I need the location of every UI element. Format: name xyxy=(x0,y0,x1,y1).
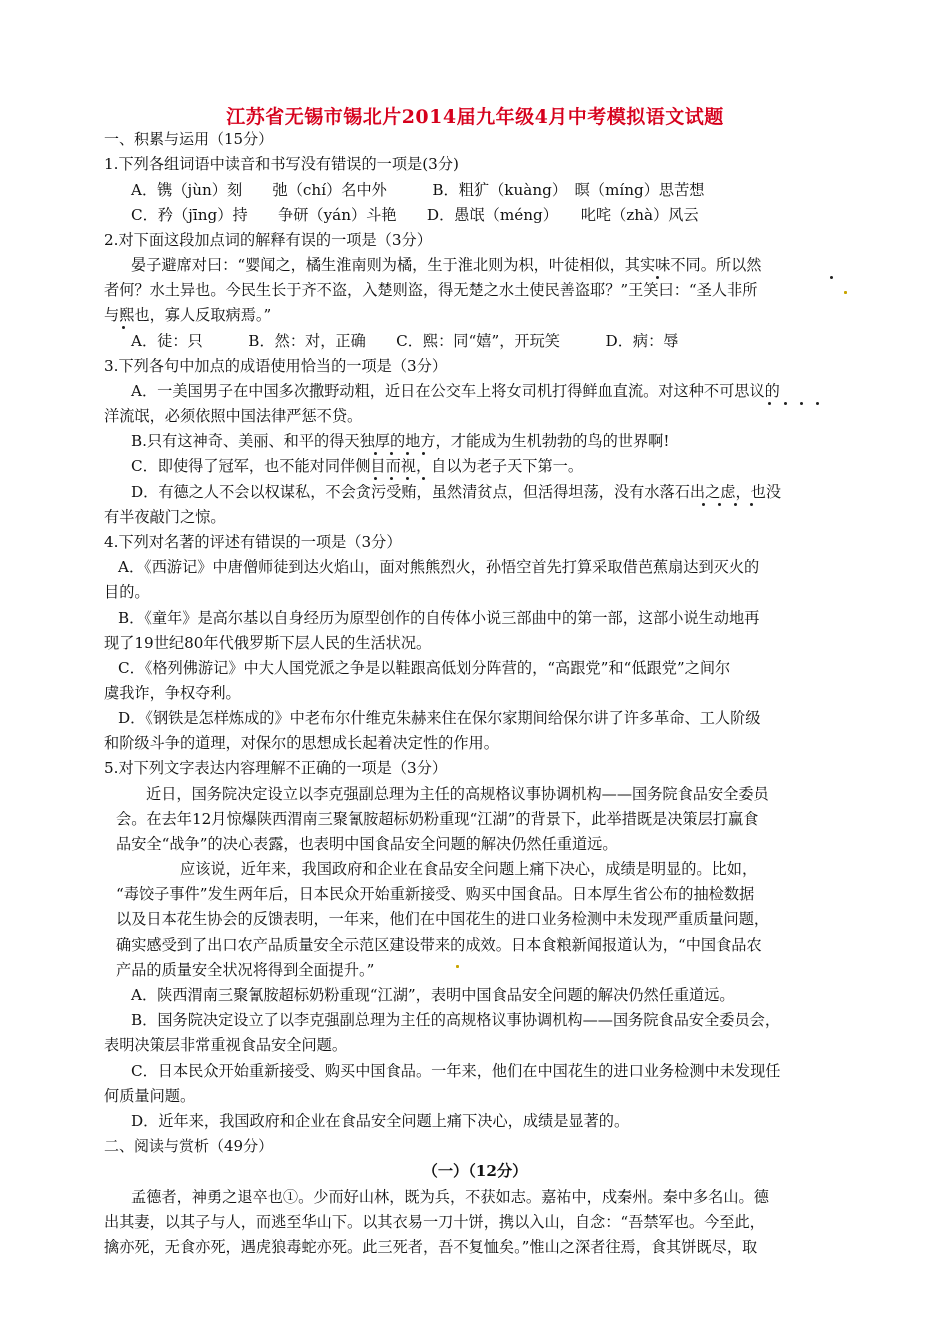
q1-stem: 1.下列各组词语中读音和书写没有错误的一项是(3分) xyxy=(104,155,459,173)
reading-passage-line1: 孟德者，神勇之退卒也①。少而好山林，既为兵，不获如志。嘉祐中，戍秦州。秦中多名山。德 xyxy=(131,1188,769,1206)
q3-option-d-line1: D．有德之人不会以权谋私，不会贪污受贿，虽然清贫点，但活得坦荡，没有水落石出之虑，也没 xyxy=(131,483,782,501)
q4-stem: 4.下列对名著的评述有错误的一项是（3分） xyxy=(104,533,402,551)
q3-option-a-line1: A．一美国男子在中国多次撒野动粗，近日在公交车上将女司机打得鲜血直流。对这种不可思议的 xyxy=(131,382,780,400)
q5-passage-line1: 近日，国务院决定设立以李克强副总理为主任的高规格议事协调机构——国务院食品安全委员 xyxy=(146,785,769,803)
section-heading-1: 一、积累与运用（15分） xyxy=(104,130,274,148)
q5-passage-line4: 应该说，近年来，我国政府和企业在食品安全问题上痛下决心，成绩是明显的。比如， xyxy=(180,860,758,878)
q5-passage-line6: 以及日本花生协会的反馈表明，一年来，他们在中国花生的进口业务检测中未发现严重质量问题， xyxy=(116,910,770,928)
reading-passage-line3: 擒亦死，无食亦死，遇虎狼毒蛇亦死。此三死者，吾不复恤矣。”惟山之深者往焉，食其饼既尽，取 xyxy=(104,1238,758,1256)
exam-title: 江苏省无锡市锡北片2014届九年级4月中考模拟语文试题 xyxy=(226,106,724,128)
emphasis-dot xyxy=(800,402,803,405)
q5-passage-line7: 确实感受到了出口农产品质量安全示范区建设带来的成效。日本食粮新闻报道认为，“中国食品农 xyxy=(116,936,762,954)
scan-mark xyxy=(456,965,459,968)
emphasis-dot xyxy=(816,402,819,405)
q5-option-c-line2: 何质量问题。 xyxy=(104,1087,196,1105)
q4-option-b-line1: B．《童年》是高尔基以自身经历为原型创作的自传体小说三部曲中的第一部，这部小说生动地再 xyxy=(118,609,760,627)
emphasis-dot xyxy=(768,402,771,405)
q1-options-row1: A．镌（jùn）刻 弛（chí）名中外 B．粗犷（kuàng） 暝（míng）思苦想 xyxy=(131,181,705,199)
emphasis-dot xyxy=(406,477,409,480)
emphasis-dot xyxy=(734,503,737,506)
emphasis-dot xyxy=(390,477,393,480)
emphasis-dot xyxy=(422,452,425,455)
reading-subheading: （一）（12分） xyxy=(422,1162,528,1180)
emphasis-dot xyxy=(422,477,425,480)
emphasis-dot xyxy=(406,452,409,455)
q4-option-c-line1: C．《格列佛游记》中大人国党派之争是以鞋跟高低划分阵营的，“高跟党”和“低跟党”之间尔 xyxy=(118,659,731,677)
q2-passage-line2: 者何？水土异也。今民生长于齐不盗，入楚则盗，得无楚之水土使民善盗耶？”王笑曰：“圣人非所 xyxy=(104,281,758,299)
q2-passage-line3: 与熙也，寡人反取病焉。” xyxy=(104,306,272,324)
q4-option-a-line2: 目的。 xyxy=(104,583,150,601)
q1-options-row2: C．矜（jīng）持 争研（yán）斗艳 D．愚氓（méng） 叱咤（zhà）风云 xyxy=(131,206,699,224)
q5-option-c-line1: C．日本民众开始重新接受、购买中国食品。一年来，他们在中国花生的进口业务检测中未发现任 xyxy=(131,1062,781,1080)
q5-passage-line3: 品安全“战争”的决心表露，也表明中国食品安全问题的解决仍然任重道远。 xyxy=(116,835,618,853)
q3-option-c: C．即使得了冠军，也不能对同伴侧目而视，自以为老子天下第一。 xyxy=(131,457,584,475)
q2-stem-text: 2.对下面这段加点词的解释有误的一项是（3分） xyxy=(104,231,432,249)
q2-passage-line1: 晏子避席对曰：“婴闻之，橘生淮南则为橘，生于淮北则为枳，叶徒相似，其实味不同。所以然 xyxy=(131,256,762,274)
emphasis-dot xyxy=(374,452,377,455)
section-heading-2: 二、阅读与赏析（49分） xyxy=(104,1137,274,1155)
emphasis-dot xyxy=(750,503,753,506)
emphasis-dot xyxy=(374,477,377,480)
q4-option-c-line2: 虞我诈，争权夺利。 xyxy=(104,684,241,702)
emphasis-dot xyxy=(784,402,787,405)
reading-passage-line2: 出其妻，以其子与人，而逃至华山下。以其衣易一刀十饼，携以入山，自念：“吾禁军也。今至此， xyxy=(104,1213,765,1231)
q5-passage-line5: “毒饺子事件”发生两年后，日本民众开始重新接受、购买中国食品。日本厚生省公布的抽检数据 xyxy=(116,885,755,903)
q3-option-a-line2: 洋流氓，必须依照中国法律严惩不贷。 xyxy=(104,407,363,425)
q5-passage-line8: 产品的质量安全状况将得到全面提升。” xyxy=(116,961,375,979)
q5-stem: 5.对下列文字表达内容理解不正确的一项是（3分） xyxy=(104,759,448,777)
emphasis-dot xyxy=(718,503,721,506)
emphasis-dot xyxy=(702,503,705,506)
q5-option-d: D．近年来，我国政府和企业在食品安全问题上痛下决心，成绩是显著的。 xyxy=(131,1112,630,1130)
q5-option-b-line1: B．国务院决定设立了以李克强副总理为主任的高规格议事协调机构——国务院食品安全委员会， xyxy=(131,1011,781,1029)
q5-option-b-line2: 表明决策层非常重视食品安全问题。 xyxy=(104,1036,347,1054)
emphasis-dot xyxy=(390,452,393,455)
q4-option-d-line1: D．《钢铁是怎样炼成的》中老布尔什维克朱赫来住在保尔家期间给保尔讲了许多革命、工人阶级 xyxy=(118,709,761,727)
scan-mark xyxy=(844,291,847,294)
q4-option-a-line1: A．《西游记》中唐僧师徒到达火焰山，面对熊熊烈火，孙悟空首先打算采取借芭蕉扇达到灭火的 xyxy=(118,558,760,576)
q4-option-d-line2: 和阶级斗争的道理，对保尔的思想成长起着决定性的作用。 xyxy=(104,734,499,752)
q5-option-a: A．陕西渭南三聚氰胺超标奶粉重现“江湖”，表明中国食品安全问题的解决仍然任重道远。 xyxy=(131,986,735,1004)
emphasis-dot xyxy=(122,326,125,329)
q3-stem: 3.下列各句中加点的成语使用恰当的一项是（3分） xyxy=(104,357,448,375)
q2-options: A．徒：只 B．然：对，正确 C．熙：同“嬉”，开玩笑 D．病：辱 xyxy=(131,332,679,350)
q3-option-b: B.只有这神奇、美丽、和平的得天独厚的地方，才能成为生机勃勃的鸟的世界啊! xyxy=(131,432,670,450)
q4-option-b-line2: 现了19世纪80年代俄罗斯下层人民的生活状况。 xyxy=(104,634,432,652)
q3-option-d-line2: 有半夜敲门之惊。 xyxy=(104,508,226,526)
q5-passage-line2: 会。在去年12月惊爆陕西渭南三聚氰胺超标奶粉重现“江湖”的背景下，此举措既是决策层打赢食 xyxy=(116,810,759,828)
emphasis-dot xyxy=(656,276,659,279)
emphasis-dot xyxy=(830,276,833,279)
